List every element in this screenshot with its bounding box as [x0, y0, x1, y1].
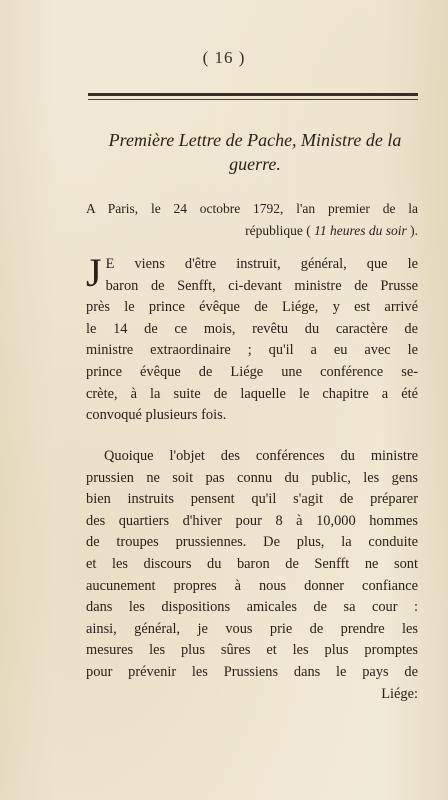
paragraph-2-line: pour prévenir les Prussiens dans le pays de	[86, 663, 418, 680]
paragraph-1-line: ministre extraordinaire ; qu'il a eu avec le	[86, 342, 418, 359]
paragraph-1-line: près le prince évêque de Liége, y est arrivé	[86, 299, 418, 316]
paragraph-2-line: et les discours du baron de Senfft ne sont	[86, 555, 418, 572]
paragraph-2-line: mesures les plus sûres et les plus promptes	[86, 642, 418, 659]
paragraph-2-line: prussien ne soit pas connu du public, les gens	[86, 469, 418, 486]
dateline	[86, 198, 418, 242]
paragraph-1-line: prince évêque de Liége une conférence se-	[86, 363, 418, 380]
paragraph-2-line: aucunement propres à nous donner confiance	[86, 577, 418, 594]
page-number: ( 16 )	[202, 48, 246, 67]
paragraph-2-line: dans les dispositions amicales de sa cour :	[86, 599, 418, 616]
paragraph-2-line: bien instruits pensent qu'il s'agit de préparer	[86, 491, 418, 508]
paragraph-1-line: convoqué plusieurs fois.	[86, 407, 227, 424]
letter-title-line-2: guerre.	[229, 154, 281, 174]
letter-title-line-1: Première Lettre de Pache, Ministre de la	[108, 130, 402, 150]
paragraph-1-line: crète, à la suite de laquelle le chapitre a été	[86, 385, 418, 402]
paragraph-2-line: de troupes prussiennes. De plus, la conduite	[86, 534, 418, 551]
letter-title	[96, 128, 414, 176]
header-rule-thin	[88, 99, 418, 100]
paragraph-1-line: le 14 de ce mois, revêtu du caractère de	[86, 320, 418, 337]
header-rule-thick	[88, 93, 418, 96]
paragraph-2-line: des quartiers d'hiver pour 8 à 10,000 hommes	[86, 512, 418, 529]
paragraph-2-line: Quoique l'objet des conférences du ministre	[104, 448, 418, 464]
dateline-time: 11 heures du soir	[314, 223, 407, 238]
paragraph-2-line: ainsi, général, je vous prie de prendre les	[86, 620, 418, 637]
dateline-line-1: A Paris, le 24 octobre 1792, l'an premier de la	[86, 201, 418, 216]
drop-cap: J	[86, 250, 102, 295]
paragraph-1	[86, 250, 418, 427]
paragraph-1-line: baron de Senfft, ci-devant ministre de Prusse	[105, 277, 418, 294]
dateline-line-2	[86, 220, 418, 242]
paragraph-2	[86, 446, 418, 705]
paragraph-2-line: Liége:	[381, 685, 418, 702]
dateline-prefix: république (	[245, 223, 311, 238]
dateline-suffix: ).	[410, 223, 418, 238]
paragraph-1-line: E viens d'être instruit, général, que le	[105, 256, 418, 272]
